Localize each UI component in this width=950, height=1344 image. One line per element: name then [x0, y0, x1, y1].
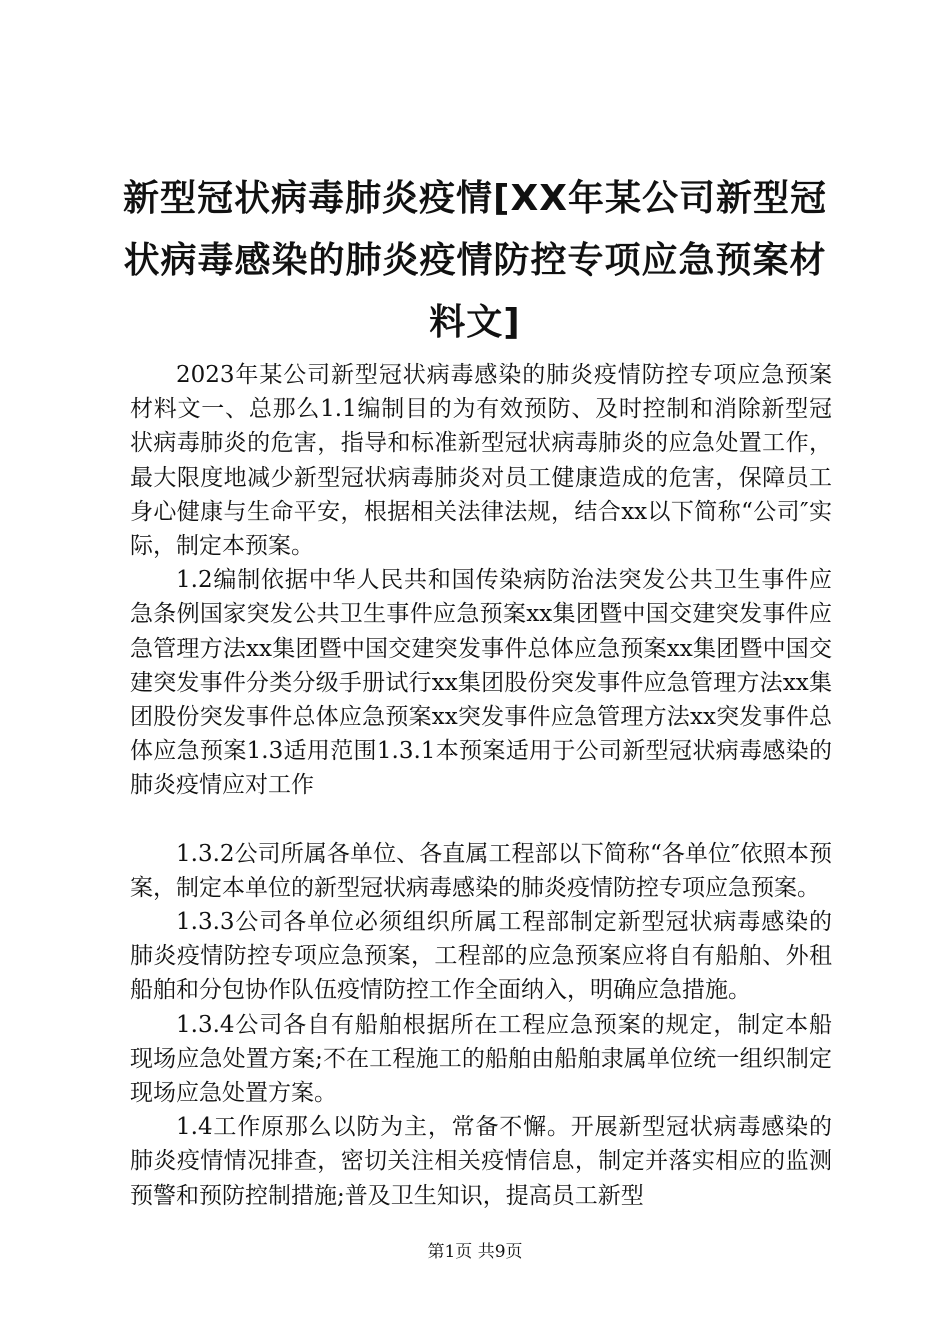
paragraph: 1.2编制依据中华人民共和国传染病防治法突发公共卫生事件应急条例国家突发公共卫生事件应急预案xx集团暨中国交建突发事件应急管理方法xx集团暨中国交建突发事件总体应急预案xx集团暨中国交建突发事件分类分级手册试行xx集团股份突发事件应急管理方法xx集团股份突发事件总体应急预案xx突发事件应急管理方法xx突发事件总体应急预案1.3适用范围1.3.1本预案适用于公司新型冠状病毒感染的肺炎疫情应对工作: [130, 567, 832, 799]
paragraph: 1.4工作原那么以防为主，常备不懈。开展新型冠状病毒感染的肺炎疫情情况排查，密切关注相关疫情信息，制定并落实相应的监测预警和预防控制措施;普及卫生知识，提高员工新型: [130, 1114, 832, 1209]
page-footer: 第1页 共9页: [427, 1242, 523, 1262]
paragraph: 1.3.4公司各自有船舶根据所在工程应急预案的规定，制定本船现场应急处置方案;不在工程施工的船舶由船舶隶属单位统一组织制定现场应急处置方案。: [130, 1011, 832, 1107]
document-title: 新型冠状病毒肺炎疫情[XX年某公司新型冠状病毒感染的肺炎疫情防控专项应急预案材料文]: [123, 178, 827, 343]
paragraph: 2023年某公司新型冠状病毒感染的肺炎疫情防控专项应急预案材料文一、总那么1.1编制目的为有效预防、及时控制和消除新型冠状病毒肺炎的危害，指导和标准新型冠状病毒肺炎的应急处置工作，最大限度地减少新型冠状病毒肺炎对员工健康造成的危害，保障员工身心健康与生命平安，根据相关法律法规，结合xx以下简称“公司″实际，制定本预案。: [130, 362, 832, 560]
paragraph: 1.3.3公司各单位必须组织所属工程部制定新型冠状病毒感染的肺炎疫情防控专项应急预案，工程部的应急预案应将自有船舶、外租船舶和分包协作队伍疫情防控工作全面纳入，明确应急措施。: [130, 909, 832, 1004]
paragraph: 1.3.2公司所属各单位、各直属工程部以下简称“各单位″依照本预案，制定本单位的新型冠状病毒感染的肺炎疫情防控专项应急预案。: [130, 840, 832, 901]
document-body: [130, 358, 832, 1213]
